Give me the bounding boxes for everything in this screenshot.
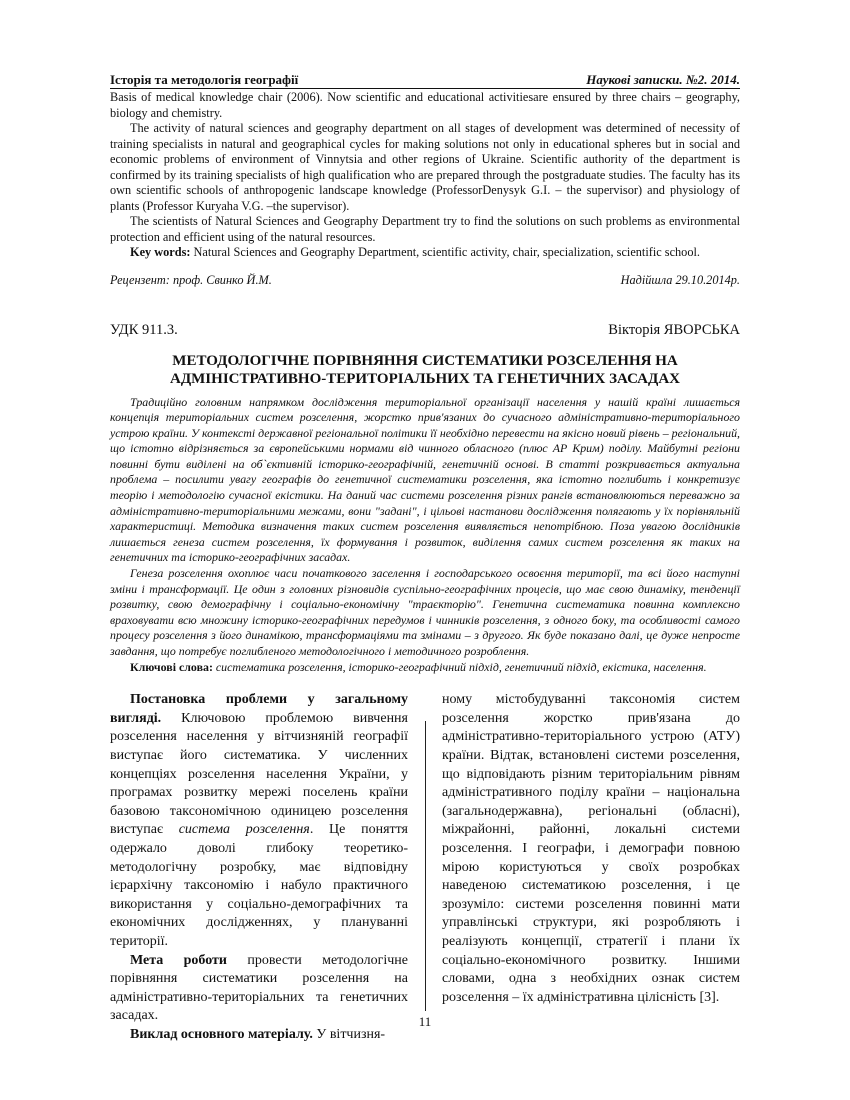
emphasis-term: система розселення [178,822,310,838]
running-header [110,72,740,89]
column-divider [425,721,426,1011]
body-paragraph [110,691,408,951]
english-summary [110,90,740,261]
article-title [110,352,740,388]
english-keywords [110,245,740,261]
udk-author-line [110,322,740,339]
body-text: . Це поняття одержало доволі глибоку теоретико-методологічну розробку, має відповідну ієрархічну таксономію і набуло практичного використання у соціально-демографічних та економічних дослідженнях, у плануванні території. [110,822,408,949]
body-text: Ключовою проблемою вивчення розселення населення у вітчизняній географії виступає його систематика. У численних концепціях розселення населення України, у програмах розвитку мережі поселень країни базовою таксономічною одиницею розселення виступає [110,710,408,838]
english-keywords-text: Natural Sciences and Geography Department, scientific activity, chair, specialization, scientific school. [190,245,700,259]
english-summary-paragraph: Basis of medical knowledge chair (2006). Now scientific and educational activitiesare ensured by three chairs – geography, biology and chemistry. [110,90,740,120]
english-summary-paragraph: The scientists of Natural Sciences and Geography Department try to find the solutions on such problems as environmental protection and efficient using of the natural resources. [110,214,740,244]
running-header-journal: Наукові записки. №2. 2014. [586,72,740,87]
english-keywords-label: Key words: [130,245,191,259]
abstract-paragraph: Генеза розселення охоплює часи початкового заселення і господарського освоєння території, та всі його наступні зміни і трансформації. Це один з головних різновидів суспільно-географічних процесів, що має свою динаміку, тенденції розвитку, свою демографічну і соціально-економічну "траєкторію". Генетична систематика повинна комплексно враховувати всю множину історико-географічних передумов і чинників розселення, з одного боку, та особливості самого процесу розселення з його динамікою, трансформаціями та змінами – з другого. Як буде показано далі, це дуже непросте завдання, що потребує поглибленого методологічного і методичного розроблення. [110,566,740,658]
left-column [110,691,408,1044]
body-paragraph: ному містобудуванні таксономія систем розселення жорстко прив'язана до адміністративно-територіального устрою (АТУ) країни. Відтак, встановлені системи розселення, що відповідають різним територіальним рівням адміністративного поділу країни – національна (загальнодержавна), регіональні (обласні), міжрайонні, районні, локальні системи розселення. І географи, і демографи повною мірою користуються у своїх розробках наведеною систематикою розселення, і це зрозуміло: системи розселення повинні мати управлінські структури, які розробляють і реалізують концепції, стратегії і плани їх соціально-економічного розвитку. Іншими словами, одна з необхідних ознак систем розселення – їх адміністративна цілісність [3]. [442,692,740,1005]
section-heading: Виклад основного матеріалу. [130,1026,313,1042]
running-header-section: Історія та методологія географії [110,72,299,87]
english-summary-paragraph: The activity of natural sciences and geography department on all stages of development was determined of necessity of training specialists in natural and geographical cycles for making solutions not only in educational spheres but in social and economic problems of environment of Vinnytsia and other regions of Ukraine. Scientific authority of the department is confirmed by its training specialists of high qualification who are prepared through the postgraduate studies. The faculty has its own scientific schools of anthropogenic landscape knowledge (ProfessorDenysyk G.I. – the supervisor) and physiology of plants (Professor Kuryaha V.G. –the supervisor). [110,121,740,213]
body-text: У вітчизня- [312,1026,386,1042]
review-line [110,273,740,288]
abstract-keywords [110,660,740,676]
author-name: Вікторія ЯВОРСЬКА [608,321,740,338]
abstract-paragraph: Традиційно головним напрямком дослідження територіальної організації населення у нашій країні лишається концепція територіальних систем розселення, жорстко прив'язаних до сучасного адміністративно-територіального устрою країни. У контексті державної регіональної політики її необхідно перевести на якісно новий рівень – регіональний, що істотно відрізняється за європейськими нормами від чинного обласного (плюс АР Крим) поділу. Майбутні регіони повинні бути виділені на об`єктивній історико-географічній, генетичній основі. В статті розкривається актуальна проблема – посилити увагу географів до генетичної систематики розселення, яка істотно поглибить і конкретизує теорію і методологію сучасної екістики. На даний час системи розселення різних рангів встановлюються переважно за адміністративно-територіальними межами, вони "задані", і цільові настанови дослідження полягають у їх порівняльній характеристиці. Методика визначення таких систем розселення виявляється непотрібною. Поза увагою дослідників лишається генеза систем розселення, їх формування і розвиток, виділення самих систем розселення як таких на генетичних та історико-географічних засадах. [110,394,740,565]
abstract-keywords-text: систематика розселення, історико-географічний підхід, генетичний підхід, екістика, населення. [212,659,707,674]
section-heading: Мета роботи [130,952,227,968]
article-title-line: МЕТОДОЛОГІЧНЕ ПОРІВНЯННЯ СИСТЕМАТИКИ РОЗСЕЛЕННЯ НА [172,352,678,369]
section-heading: Постановка проблеми у загальному вигляді. [110,692,408,726]
udk-code: УДК 911.3. [110,321,178,338]
reviewer-note: Рецензент: проф. Свинко Й.М. [110,272,272,287]
body-text: провести методологічне порівняння систематики розселення на адміністративно-територіальних та генетичних засадах. [110,952,408,1024]
article-title-line: АДМІНІСТРАТИВНО-ТЕРИТОРІАЛЬНИХ ТА ГЕНЕТИЧНИХ ЗАСАДАХ [170,370,680,387]
received-date: Надійшла 29.10.2014р. [620,272,740,287]
page-number: 11 [418,1014,432,1029]
abstract-keywords-label: Ключові слова: [130,659,213,674]
abstract [110,395,740,676]
right-column [442,691,740,1044]
